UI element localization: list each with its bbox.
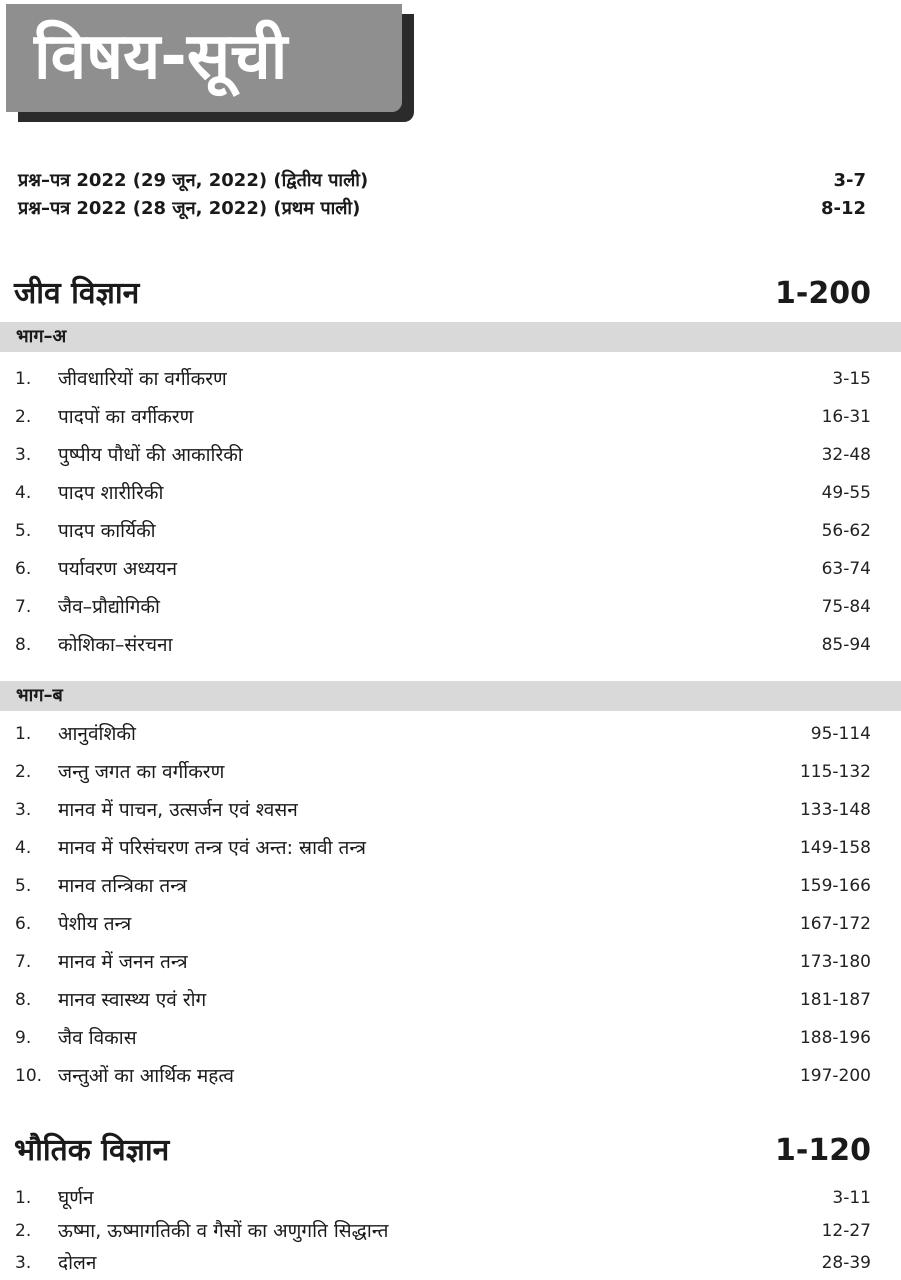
toc-row-title: मानव तन्त्रिका तन्त्र <box>58 875 187 897</box>
toc-row-title: ऊष्मा, ऊष्मागतिकी व गैसों का अणुगति सिद्धान्त <box>58 1220 389 1242</box>
toc-row[interactable] <box>0 833 901 863</box>
toc-row-number: 3. <box>15 800 32 820</box>
toc-row-title: जीवधारियों का वर्गीकरण <box>58 368 227 390</box>
toc-row-number: 1. <box>15 369 32 389</box>
toc-row[interactable] <box>0 478 901 508</box>
toc-row-number: 7. <box>15 597 32 617</box>
toc-row-title: दोलन <box>58 1252 97 1274</box>
section-title-physics: भौतिक विज्ञान <box>14 1133 170 1168</box>
toc-row-number: 2. <box>15 762 32 782</box>
toc-row[interactable] <box>0 364 901 394</box>
toc-row-title: पर्यावरण अध्ययन <box>58 558 178 580</box>
paper-entry-pages: 8-12 <box>820 198 866 219</box>
toc-row-pages: 49-55 <box>821 483 871 503</box>
toc-row[interactable] <box>0 402 901 432</box>
toc-row-number: 3. <box>15 1253 32 1273</box>
toc-row-title: जैव विकास <box>58 1027 137 1049</box>
toc-row-title: कोशिका–संरचना <box>58 634 173 656</box>
toc-row[interactable] <box>0 795 901 825</box>
section-pages-biology: 1-200 <box>775 276 871 311</box>
page-title: विषय-सूची <box>34 20 288 94</box>
toc-row[interactable] <box>0 516 901 546</box>
toc-row-pages: 133-148 <box>799 800 871 820</box>
toc-row[interactable] <box>0 719 901 749</box>
toc-row[interactable] <box>0 630 901 660</box>
toc-row-title: आनुवंशिकी <box>58 723 136 745</box>
toc-row[interactable] <box>0 985 901 1015</box>
toc-row-title: पादपों का वर्गीकरण <box>58 406 194 428</box>
title-banner-box <box>6 4 402 112</box>
toc-row[interactable] <box>0 1183 901 1213</box>
toc-row-title: जन्तुओं का आर्थिक महत्व <box>58 1065 234 1087</box>
toc-row-number: 7. <box>15 952 32 972</box>
toc-row-title: पुष्पीय पौधों की आकारिकी <box>58 444 243 466</box>
toc-row-number: 1. <box>15 1188 32 1208</box>
toc-row-title: जन्तु जगत का वर्गीकरण <box>58 761 225 783</box>
part-b-label: भाग–ब <box>16 685 63 706</box>
toc-row-pages: 167-172 <box>799 914 871 934</box>
toc-row-title: पेशीय तन्त्र <box>58 913 132 935</box>
toc-row[interactable] <box>0 947 901 977</box>
toc-row-number: 5. <box>15 876 32 896</box>
toc-row-number: 9. <box>15 1028 32 1048</box>
toc-row-title: मानव में पाचन, उत्सर्जन एवं श्वसन <box>58 799 298 821</box>
toc-row-pages: 188-196 <box>799 1028 871 1048</box>
toc-row[interactable] <box>0 1216 901 1246</box>
toc-row[interactable] <box>0 1248 901 1278</box>
toc-row-number: 8. <box>15 990 32 1010</box>
toc-row-pages: 85-94 <box>821 635 871 655</box>
toc-row-number: 6. <box>15 559 32 579</box>
toc-row-pages: 159-166 <box>799 876 871 896</box>
toc-row-title: घूर्णन <box>58 1187 94 1209</box>
section-title-biology: जीव विज्ञान <box>14 276 140 311</box>
toc-row-pages: 95-114 <box>810 724 871 744</box>
toc-row-pages: 28-39 <box>821 1253 871 1273</box>
part-b-header <box>0 681 901 711</box>
toc-row-number: 1. <box>15 724 32 744</box>
toc-row[interactable] <box>0 871 901 901</box>
title-banner <box>6 4 414 124</box>
toc-row-pages: 149-158 <box>799 838 871 858</box>
toc-row[interactable] <box>0 909 901 939</box>
toc-row-number: 2. <box>15 407 32 427</box>
toc-row-pages: 197-200 <box>799 1066 871 1086</box>
toc-row-pages: 181-187 <box>799 990 871 1010</box>
paper-entry-pages: 3-7 <box>833 170 866 191</box>
toc-row-number: 3. <box>15 445 32 465</box>
toc-row-pages: 115-132 <box>799 762 871 782</box>
toc-row[interactable] <box>0 757 901 787</box>
toc-row-number: 8. <box>15 635 32 655</box>
toc-row-title: जैव–प्रौद्योगिकी <box>58 596 160 618</box>
toc-row-title: मानव में जनन तन्त्र <box>58 951 188 973</box>
toc-row-pages: 56-62 <box>821 521 871 541</box>
toc-row-pages: 12-27 <box>821 1221 871 1241</box>
toc-row[interactable] <box>0 554 901 584</box>
toc-row-number: 5. <box>15 521 32 541</box>
toc-row-number: 4. <box>15 838 32 858</box>
toc-row-pages: 173-180 <box>799 952 871 972</box>
toc-row[interactable] <box>0 592 901 622</box>
part-a-header <box>0 322 901 352</box>
toc-row-pages: 16-31 <box>821 407 871 427</box>
toc-row[interactable] <box>0 440 901 470</box>
toc-row-pages: 3-15 <box>832 369 871 389</box>
toc-row-title: पादप कार्यिकी <box>58 520 156 542</box>
toc-row-title: पादप शारीरिकी <box>58 482 164 504</box>
toc-row-number: 10. <box>15 1066 43 1086</box>
toc-row-number: 2. <box>15 1221 32 1241</box>
toc-row-pages: 3-11 <box>832 1188 871 1208</box>
toc-row-number: 4. <box>15 483 32 503</box>
toc-row-pages: 63-74 <box>821 559 871 579</box>
part-a-label: भाग–अ <box>16 326 67 347</box>
toc-row[interactable] <box>0 1023 901 1053</box>
section-pages-physics: 1-120 <box>775 1133 871 1168</box>
toc-row-pages: 75-84 <box>821 597 871 617</box>
paper-entry-title: प्रश्न–पत्र 2022 (29 जून, 2022) (द्वितीय पाली) <box>18 170 369 191</box>
toc-row-title: मानव में परिसंचरण तन्त्र एवं अन्त: स्रावी तन्त्र <box>58 837 367 859</box>
toc-row-pages: 32-48 <box>821 445 871 465</box>
paper-entry-title: प्रश्न–पत्र 2022 (28 जून, 2022) (प्रथम पाली) <box>18 198 361 219</box>
toc-row[interactable] <box>0 1061 901 1091</box>
toc-row-number: 6. <box>15 914 32 934</box>
toc-row-title: मानव स्वास्थ्य एवं रोग <box>58 989 207 1011</box>
